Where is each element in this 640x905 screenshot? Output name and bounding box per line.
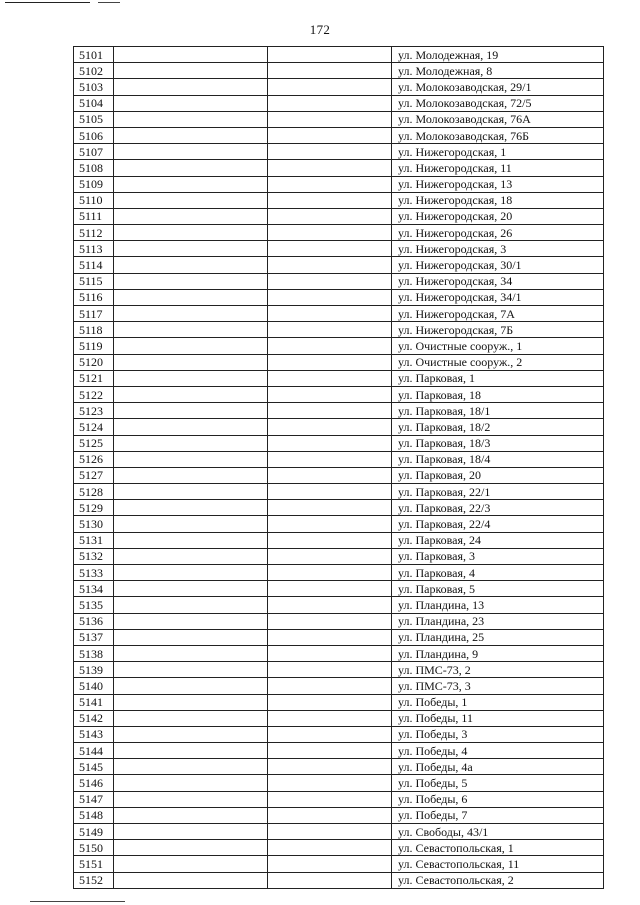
row-number: 5122 bbox=[74, 386, 114, 402]
address-cell: ул. Молокозаводская, 76Б bbox=[392, 127, 604, 143]
address-cell: ул. Парковая, 22/4 bbox=[392, 516, 604, 532]
address-cell: ул. Парковая, 18/3 bbox=[392, 435, 604, 451]
row-number: 5145 bbox=[74, 759, 114, 775]
empty-cell bbox=[268, 662, 392, 678]
row-number: 5150 bbox=[74, 840, 114, 856]
empty-cell bbox=[114, 759, 268, 775]
address-cell: ул. Парковая, 18/2 bbox=[392, 419, 604, 435]
empty-cell bbox=[268, 824, 392, 840]
empty-cell bbox=[114, 516, 268, 532]
table-row bbox=[74, 662, 604, 678]
row-number: 5133 bbox=[74, 565, 114, 581]
address-cell: ул. Свободы, 43/1 bbox=[392, 824, 604, 840]
page-number: 172 bbox=[309, 22, 331, 37]
empty-cell bbox=[114, 581, 268, 597]
row-number: 5121 bbox=[74, 370, 114, 386]
empty-cell bbox=[114, 645, 268, 661]
empty-cell bbox=[114, 467, 268, 483]
row-number: 5110 bbox=[74, 192, 114, 208]
empty-cell bbox=[268, 484, 392, 500]
empty-cell bbox=[114, 257, 268, 273]
row-number: 5147 bbox=[74, 791, 114, 807]
empty-cell bbox=[268, 176, 392, 192]
empty-cell bbox=[114, 79, 268, 95]
table-row bbox=[74, 743, 604, 759]
empty-cell bbox=[268, 79, 392, 95]
empty-cell bbox=[114, 354, 268, 370]
address-cell: ул. Пландина, 9 bbox=[392, 645, 604, 661]
bottom-rule bbox=[30, 901, 125, 902]
empty-cell bbox=[114, 144, 268, 160]
address-cell: ул. Нижегородская, 13 bbox=[392, 176, 604, 192]
table-row bbox=[74, 322, 604, 338]
row-number: 5134 bbox=[74, 581, 114, 597]
address-cell: ул. Победы, 4 bbox=[392, 743, 604, 759]
table-row bbox=[74, 678, 604, 694]
empty-cell bbox=[268, 370, 392, 386]
table-row bbox=[74, 807, 604, 823]
row-number: 5114 bbox=[74, 257, 114, 273]
empty-cell bbox=[114, 613, 268, 629]
empty-cell bbox=[114, 241, 268, 257]
empty-cell bbox=[268, 726, 392, 742]
table-row bbox=[74, 824, 604, 840]
address-cell: ул. Молодежная, 8 bbox=[392, 63, 604, 79]
address-cell: ул. Парковая, 3 bbox=[392, 548, 604, 564]
row-number: 5124 bbox=[74, 419, 114, 435]
row-number: 5126 bbox=[74, 451, 114, 467]
table-row bbox=[74, 273, 604, 289]
address-cell: ул. Нижегородская, 18 bbox=[392, 192, 604, 208]
row-number: 5111 bbox=[74, 208, 114, 224]
table-row bbox=[74, 435, 604, 451]
empty-cell bbox=[114, 419, 268, 435]
empty-cell bbox=[114, 791, 268, 807]
address-cell: ул. ПМС-73, 3 bbox=[392, 678, 604, 694]
address-cell: ул. Севастопольская, 1 bbox=[392, 840, 604, 856]
empty-cell bbox=[114, 548, 268, 564]
row-number: 5101 bbox=[74, 47, 114, 63]
address-cell: ул. Нижегородская, 1 bbox=[392, 144, 604, 160]
row-number: 5107 bbox=[74, 144, 114, 160]
empty-cell bbox=[268, 322, 392, 338]
empty-cell bbox=[268, 225, 392, 241]
address-cell: ул. Нижегородская, 34/1 bbox=[392, 289, 604, 305]
address-table bbox=[73, 46, 604, 889]
address-cell: ул. Парковая, 24 bbox=[392, 532, 604, 548]
empty-cell bbox=[114, 743, 268, 759]
empty-cell bbox=[268, 338, 392, 354]
row-number: 5135 bbox=[74, 597, 114, 613]
empty-cell bbox=[114, 386, 268, 402]
address-cell: ул. Нижегородская, 7А bbox=[392, 306, 604, 322]
empty-cell bbox=[114, 678, 268, 694]
empty-cell bbox=[114, 273, 268, 289]
row-number: 5136 bbox=[74, 613, 114, 629]
empty-cell bbox=[114, 289, 268, 305]
row-number: 5152 bbox=[74, 872, 114, 888]
empty-cell bbox=[114, 856, 268, 872]
row-number: 5119 bbox=[74, 338, 114, 354]
table-row bbox=[74, 144, 604, 160]
empty-cell bbox=[268, 47, 392, 63]
empty-cell bbox=[114, 208, 268, 224]
address-cell: ул. Нижегородская, 11 bbox=[392, 160, 604, 176]
row-number: 5148 bbox=[74, 807, 114, 823]
empty-cell bbox=[114, 500, 268, 516]
empty-cell bbox=[114, 662, 268, 678]
table-row bbox=[74, 629, 604, 645]
empty-cell bbox=[114, 160, 268, 176]
empty-cell bbox=[268, 775, 392, 791]
table-row bbox=[74, 176, 604, 192]
row-number: 5143 bbox=[74, 726, 114, 742]
empty-cell bbox=[114, 694, 268, 710]
top-rule-short bbox=[98, 2, 120, 3]
table-row bbox=[74, 613, 604, 629]
row-number: 5112 bbox=[74, 225, 114, 241]
empty-cell bbox=[268, 710, 392, 726]
empty-cell bbox=[268, 127, 392, 143]
empty-cell bbox=[268, 257, 392, 273]
row-number: 5106 bbox=[74, 127, 114, 143]
row-number: 5115 bbox=[74, 273, 114, 289]
row-number: 5103 bbox=[74, 79, 114, 95]
empty-cell bbox=[268, 565, 392, 581]
row-number: 5140 bbox=[74, 678, 114, 694]
table-row bbox=[74, 111, 604, 127]
row-number: 5116 bbox=[74, 289, 114, 305]
empty-cell bbox=[114, 710, 268, 726]
table-row bbox=[74, 872, 604, 888]
row-number: 5146 bbox=[74, 775, 114, 791]
empty-cell bbox=[114, 807, 268, 823]
empty-cell bbox=[268, 807, 392, 823]
address-cell: ул. Парковая, 18 bbox=[392, 386, 604, 402]
address-table-body bbox=[74, 47, 604, 889]
address-cell: ул. Победы, 4а bbox=[392, 759, 604, 775]
table-row bbox=[74, 47, 604, 63]
row-number: 5105 bbox=[74, 111, 114, 127]
row-number: 5131 bbox=[74, 532, 114, 548]
row-number: 5132 bbox=[74, 548, 114, 564]
table-row bbox=[74, 403, 604, 419]
empty-cell bbox=[114, 370, 268, 386]
address-cell: ул. Молокозаводская, 76А bbox=[392, 111, 604, 127]
address-cell: ул. Пландина, 23 bbox=[392, 613, 604, 629]
table-row bbox=[74, 370, 604, 386]
empty-cell bbox=[268, 532, 392, 548]
table-row bbox=[74, 694, 604, 710]
empty-cell bbox=[268, 354, 392, 370]
address-cell: ул. Победы, 6 bbox=[392, 791, 604, 807]
address-cell: ул. Парковая, 4 bbox=[392, 565, 604, 581]
table-row bbox=[74, 208, 604, 224]
row-number: 5139 bbox=[74, 662, 114, 678]
row-number: 5125 bbox=[74, 435, 114, 451]
empty-cell bbox=[268, 856, 392, 872]
empty-cell bbox=[268, 613, 392, 629]
empty-cell bbox=[268, 645, 392, 661]
empty-cell bbox=[114, 435, 268, 451]
empty-cell bbox=[114, 726, 268, 742]
empty-cell bbox=[268, 419, 392, 435]
address-cell: ул. Нижегородская, 26 bbox=[392, 225, 604, 241]
table-row bbox=[74, 759, 604, 775]
table-row bbox=[74, 532, 604, 548]
empty-cell bbox=[268, 872, 392, 888]
table-row bbox=[74, 225, 604, 241]
table-row bbox=[74, 338, 604, 354]
empty-cell bbox=[268, 95, 392, 111]
table-row bbox=[74, 597, 604, 613]
empty-cell bbox=[268, 451, 392, 467]
empty-cell bbox=[268, 144, 392, 160]
table-row bbox=[74, 257, 604, 273]
empty-cell bbox=[268, 435, 392, 451]
row-number: 5102 bbox=[74, 63, 114, 79]
empty-cell bbox=[114, 127, 268, 143]
empty-cell bbox=[114, 565, 268, 581]
address-cell: ул. Пландина, 25 bbox=[392, 629, 604, 645]
row-number: 5109 bbox=[74, 176, 114, 192]
table-row bbox=[74, 484, 604, 500]
empty-cell bbox=[114, 47, 268, 63]
table-row bbox=[74, 726, 604, 742]
empty-cell bbox=[268, 743, 392, 759]
empty-cell bbox=[268, 111, 392, 127]
top-rule bbox=[5, 2, 90, 3]
address-cell: ул. Парковая, 20 bbox=[392, 467, 604, 483]
row-number: 5117 bbox=[74, 306, 114, 322]
table-row bbox=[74, 241, 604, 257]
address-cell: ул. Нижегородская, 7Б bbox=[392, 322, 604, 338]
address-cell: ул. Парковая, 22/1 bbox=[392, 484, 604, 500]
empty-cell bbox=[268, 597, 392, 613]
address-cell: ул. Нижегородская, 20 bbox=[392, 208, 604, 224]
table-row bbox=[74, 419, 604, 435]
empty-cell bbox=[114, 403, 268, 419]
address-cell: ул. Очистные сооруж., 1 bbox=[392, 338, 604, 354]
empty-cell bbox=[114, 192, 268, 208]
empty-cell bbox=[114, 225, 268, 241]
row-number: 5104 bbox=[74, 95, 114, 111]
empty-cell bbox=[114, 872, 268, 888]
empty-cell bbox=[268, 791, 392, 807]
address-cell: ул. Нижегородская, 34 bbox=[392, 273, 604, 289]
row-number: 5128 bbox=[74, 484, 114, 500]
address-cell: ул. Молодежная, 19 bbox=[392, 47, 604, 63]
empty-cell bbox=[114, 532, 268, 548]
empty-cell bbox=[114, 451, 268, 467]
empty-cell bbox=[114, 111, 268, 127]
address-cell: ул. Парковая, 5 bbox=[392, 581, 604, 597]
address-cell: ул. Севастопольская, 11 bbox=[392, 856, 604, 872]
empty-cell bbox=[268, 306, 392, 322]
table-row bbox=[74, 840, 604, 856]
address-cell: ул. Пландина, 13 bbox=[392, 597, 604, 613]
empty-cell bbox=[268, 694, 392, 710]
empty-cell bbox=[114, 306, 268, 322]
empty-cell bbox=[114, 597, 268, 613]
empty-cell bbox=[268, 289, 392, 305]
empty-cell bbox=[268, 678, 392, 694]
empty-cell bbox=[268, 759, 392, 775]
table-row bbox=[74, 289, 604, 305]
empty-cell bbox=[268, 241, 392, 257]
empty-cell bbox=[268, 273, 392, 289]
table-row bbox=[74, 127, 604, 143]
address-cell: ул. Победы, 11 bbox=[392, 710, 604, 726]
empty-cell bbox=[268, 516, 392, 532]
empty-cell bbox=[268, 581, 392, 597]
table-row bbox=[74, 856, 604, 872]
table-row bbox=[74, 63, 604, 79]
table-row bbox=[74, 451, 604, 467]
empty-cell bbox=[268, 548, 392, 564]
row-number: 5123 bbox=[74, 403, 114, 419]
empty-cell bbox=[268, 63, 392, 79]
empty-cell bbox=[114, 95, 268, 111]
address-cell: ул. Парковая, 1 bbox=[392, 370, 604, 386]
address-cell: ул. Парковая, 18/4 bbox=[392, 451, 604, 467]
row-number: 5151 bbox=[74, 856, 114, 872]
empty-cell bbox=[268, 629, 392, 645]
empty-cell bbox=[114, 824, 268, 840]
table-row bbox=[74, 192, 604, 208]
empty-cell bbox=[114, 176, 268, 192]
empty-cell bbox=[268, 403, 392, 419]
empty-cell bbox=[268, 500, 392, 516]
empty-cell bbox=[268, 208, 392, 224]
address-cell: ул. Очистные сооруж., 2 bbox=[392, 354, 604, 370]
row-number: 5142 bbox=[74, 710, 114, 726]
table-row bbox=[74, 548, 604, 564]
address-cell: ул. Молокозаводская, 72/5 bbox=[392, 95, 604, 111]
empty-cell bbox=[268, 386, 392, 402]
table-row bbox=[74, 565, 604, 581]
address-cell: ул. Победы, 5 bbox=[392, 775, 604, 791]
row-number: 5144 bbox=[74, 743, 114, 759]
row-number: 5108 bbox=[74, 160, 114, 176]
empty-cell bbox=[114, 63, 268, 79]
address-cell: ул. Победы, 7 bbox=[392, 807, 604, 823]
table-row bbox=[74, 791, 604, 807]
address-cell: ул. Молокозаводская, 29/1 bbox=[392, 79, 604, 95]
empty-cell bbox=[114, 338, 268, 354]
empty-cell bbox=[268, 160, 392, 176]
row-number: 5120 bbox=[74, 354, 114, 370]
table-row bbox=[74, 775, 604, 791]
empty-cell bbox=[268, 192, 392, 208]
table-row bbox=[74, 386, 604, 402]
address-cell: ул. Нижегородская, 3 bbox=[392, 241, 604, 257]
table-row bbox=[74, 160, 604, 176]
table-row bbox=[74, 710, 604, 726]
table-row bbox=[74, 467, 604, 483]
empty-cell bbox=[114, 629, 268, 645]
table-row bbox=[74, 354, 604, 370]
address-cell: ул. Парковая, 22/3 bbox=[392, 500, 604, 516]
row-number: 5138 bbox=[74, 645, 114, 661]
row-number: 5127 bbox=[74, 467, 114, 483]
empty-cell bbox=[114, 484, 268, 500]
table-row bbox=[74, 516, 604, 532]
address-cell: ул. Севастопольская, 2 bbox=[392, 872, 604, 888]
table-row bbox=[74, 79, 604, 95]
empty-cell bbox=[268, 840, 392, 856]
row-number: 5113 bbox=[74, 241, 114, 257]
row-number: 5118 bbox=[74, 322, 114, 338]
row-number: 5129 bbox=[74, 500, 114, 516]
address-cell: ул. Парковая, 18/1 bbox=[392, 403, 604, 419]
row-number: 5141 bbox=[74, 694, 114, 710]
address-cell: ул. ПМС-73, 2 bbox=[392, 662, 604, 678]
empty-cell bbox=[114, 322, 268, 338]
empty-cell bbox=[114, 775, 268, 791]
row-number: 5130 bbox=[74, 516, 114, 532]
table-row bbox=[74, 95, 604, 111]
address-cell: ул. Победы, 1 bbox=[392, 694, 604, 710]
address-cell: ул. Нижегородская, 30/1 bbox=[392, 257, 604, 273]
row-number: 5137 bbox=[74, 629, 114, 645]
table-row bbox=[74, 645, 604, 661]
row-number: 5149 bbox=[74, 824, 114, 840]
address-cell: ул. Победы, 3 bbox=[392, 726, 604, 742]
table-row bbox=[74, 306, 604, 322]
empty-cell bbox=[268, 467, 392, 483]
table-row bbox=[74, 500, 604, 516]
empty-cell bbox=[114, 840, 268, 856]
table-row bbox=[74, 581, 604, 597]
